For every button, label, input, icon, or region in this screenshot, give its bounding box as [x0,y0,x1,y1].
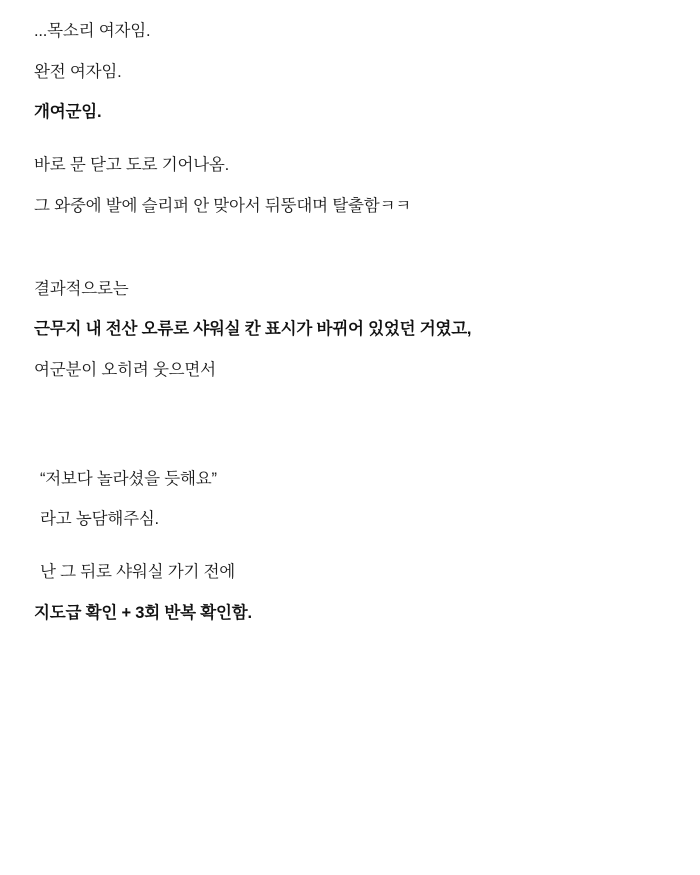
paragraph-2 [34,59,666,86]
text-line: 라고 농담해주심. [40,510,159,529]
paragraph-4 [34,152,666,179]
paragraph-9 [34,466,666,493]
text-line-emphasis: 근무지 내 전산 오류로 샤워실 칸 표시가 바뀌어 있었던 거였고, [34,320,472,339]
spacer [34,126,666,152]
paragraph-11 [34,559,666,586]
spacer [34,533,666,559]
paragraph-12 [34,600,666,627]
paragraph-10 [34,506,666,533]
spacer [34,440,666,466]
text-line: 그 와중에 발에 슬리퍼 안 맞아서 뒤뚱대며 탈출함ㅋㅋ [34,196,411,215]
text-line: 바로 문 닫고 도로 기어나옴. [34,156,230,175]
spacer [34,586,666,600]
text-line: 여군분이 오히려 웃으면서 [34,361,216,380]
paragraph-8 [34,357,666,384]
spacer [34,302,666,316]
text-line: 난 그 뒤로 샤워실 가기 전에 [40,563,236,582]
paragraph-7 [34,316,666,343]
text-line-emphasis: 지도급 확인 + 3회 반복 확인함. [34,603,252,622]
spacer [34,343,666,357]
text-line-emphasis: 개여군임. [34,103,102,122]
text-line: 완전 여자임. [34,62,122,81]
spacer [34,85,666,99]
spacer [34,384,666,440]
spacer [34,492,666,506]
quote-line: “저보다 놀라셨을 듯해요” [40,469,217,488]
text-line: 결과적으로는 [34,279,129,298]
paragraph-6 [34,276,666,303]
spacer [34,45,666,59]
paragraph-5 [34,193,666,220]
paragraph-1 [34,18,666,45]
spacer [34,179,666,193]
text-line: ...목소리 여자임. [34,22,151,40]
spacer [34,220,666,276]
paragraph-3 [34,99,666,126]
